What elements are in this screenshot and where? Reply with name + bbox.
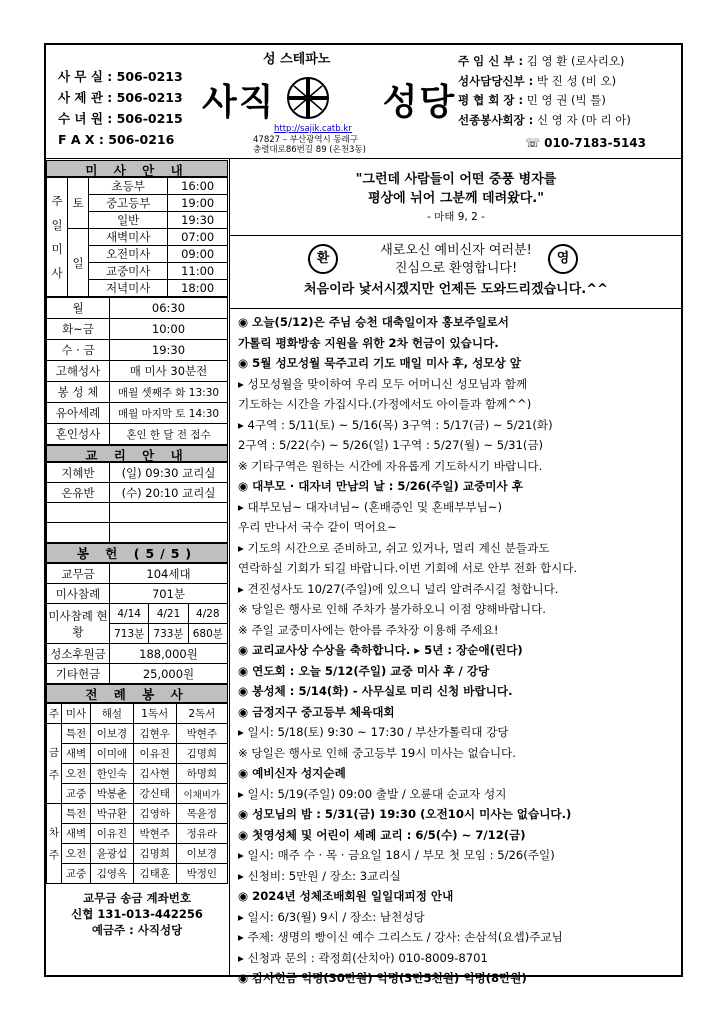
- notice-line: ▸ 대부모님~ 대자녀님~ (혼배증인 및 혼배부부님~): [238, 499, 503, 514]
- offering-table: [46, 563, 228, 684]
- attend-count: 733분: [149, 624, 188, 644]
- edu-table: [46, 462, 228, 543]
- notice-line: 우리 만나서 국수 같이 먹어요~: [238, 520, 397, 534]
- notice-line: ◉ 봉성체 : 5/14(화) - 사무실로 미리 신청 바랍니다.: [238, 684, 513, 698]
- notice-line: ▸ 일시: 5/19(주일) 09:00 출발 / 오륜대 순교자 성지: [238, 786, 507, 801]
- notice-line: ◉ 감사헌금 익명(30만원) 익명(3만5천원) 익명(8만원): [238, 971, 527, 985]
- week-label: 혼인성사: [47, 424, 110, 445]
- mass-name: 초등부: [89, 178, 168, 195]
- week-value: 혼인 한 달 전 접수: [110, 424, 228, 445]
- notice-line: ▸ 일시: 5/18(토) 9:30 ~ 17:30 / 부산가톨릭대 강당: [238, 725, 509, 739]
- week-label: 수 · 금: [47, 340, 110, 361]
- offering-heading: 봉 헌 (5/5): [46, 543, 228, 563]
- contact-rectory: 사 제 관 : 506-0213: [58, 90, 183, 105]
- welcome-badge-left: 환: [308, 244, 338, 274]
- offering-value: 701분: [110, 584, 228, 604]
- parish-address: [253, 135, 366, 155]
- staff-row: [458, 52, 631, 72]
- notice-line: ※ 주일 교중미사에는 한아름 주차장 이용해 주세요!: [238, 622, 499, 637]
- notice-line: ※ 당일은 행사로 인해 중고등부 19시 미사는 없습니다.: [238, 745, 516, 760]
- notice-line: ▸ 일시: 6/3(월) 9시 / 장소: 남천성당: [238, 909, 425, 924]
- notice-line: ▸ 4구역 : 5/11(토) ~ 5/16(목) 3구역 : 5/17(금) ~ 5/21(화): [238, 417, 553, 432]
- offering-label: 미사참례: [47, 584, 110, 604]
- bank-line-1: 교무금 송금 계좌번호: [83, 891, 191, 905]
- title-right: 성당: [382, 82, 457, 123]
- attend-date: 4/21: [149, 604, 188, 624]
- right-column: [230, 162, 682, 989]
- offering-label: 교무금: [47, 564, 110, 584]
- sun-label: 일: [68, 229, 89, 297]
- notice-line: ◉ 첫영성체 및 어린이 세례 교리 : 6/5(수) ~ 7/12(금): [238, 827, 526, 842]
- attend-date: 4/28: [188, 604, 227, 624]
- offering-label: 기타헌금: [47, 664, 110, 684]
- title-left: 사직: [202, 82, 276, 123]
- week-label: 유아세례: [47, 403, 110, 424]
- notice-line: ▸ 기도의 시간으로 준비하고, 쉬고 있거나, 멀리 계신 분들과도: [238, 540, 550, 555]
- welcome-box: [230, 236, 682, 306]
- notice-line: ◉ 교리교사상 수상을 축하합니다. ▸ 5년 : 장순애(린다): [238, 643, 523, 657]
- week-value: 06:30: [110, 298, 228, 319]
- notice-line: ▸ 주제: 생명의 빵이신 예수 그리스도 / 강사: 손삼석(요셉)주교님: [238, 930, 563, 944]
- mass-name: 저녁미사: [89, 280, 168, 297]
- notice-line: 2구역 : 5/22(수) ~ 5/26(일) 1구역 : 5/27(월) ~ 5/31(금): [238, 438, 544, 452]
- notice-line: ◉ 예비신자 성지순례: [238, 766, 346, 780]
- week-value: 10:00: [110, 319, 228, 340]
- week-b-label: 차주: [47, 804, 62, 884]
- notice-line: ◉ 대부모 · 대자녀 만남의 날 : 5/26(주일) 교중미사 후: [238, 479, 523, 493]
- mass-time: 07:00: [168, 229, 228, 246]
- notice-line: 기도하는 시간을 가집시다.(가정에서도 아이들과 함께^^): [238, 397, 532, 411]
- week-a-label: 금주: [47, 724, 62, 804]
- mass-time: 16:00: [168, 178, 228, 195]
- staff-row: [458, 111, 631, 131]
- staff-label: 평 협 회 장 :: [458, 93, 524, 107]
- attend-count: 713분: [110, 624, 149, 644]
- week-value: 매 미사 30분전: [110, 361, 228, 382]
- notice-line: ◉ 연도회 : 오늘 5/12(주일) 교중 미사 후 / 강당: [238, 663, 490, 678]
- staff-row: [458, 72, 631, 92]
- mass-time: 11:00: [168, 263, 228, 280]
- notice-line: ▸ 신청비: 5만원 / 장소: 3교리실: [238, 868, 401, 883]
- staff-list: [458, 52, 631, 130]
- cross-emblem-icon: [282, 76, 334, 120]
- staff-value: 박 진 성 (비 오): [536, 73, 617, 88]
- service-heading: 전 례 봉 사: [46, 684, 228, 703]
- mass-name: 중고등부: [89, 195, 168, 212]
- week-value: 매월 셋째주 화 13:30: [110, 382, 228, 403]
- edu-class: 지혜반: [47, 463, 110, 483]
- mass-time: 19:30: [168, 212, 228, 229]
- notice-line: ◉ 오늘(5/12)은 주님 승천 대축일이자 홍보주일로서: [238, 315, 509, 329]
- mass-name: 일반: [89, 212, 168, 229]
- notice-line: ◉ 5월 성모성월 묵주고리 기도 매일 미사 후, 성모상 앞: [238, 356, 521, 370]
- mass-time: 19:00: [168, 195, 228, 212]
- bank-line-3: 예금주 : 사직성당: [91, 923, 183, 937]
- offering-label: 성소후원금: [47, 644, 110, 664]
- contact-convent: 수 녀 원 : 506-0215: [58, 111, 183, 126]
- staff-value: 민 영 권 (빅 틀): [526, 93, 606, 107]
- contact-fax: F A X : 506-0216: [58, 132, 175, 147]
- notice-line: ※ 기타구역은 원하는 시간에 자유롭게 기도하시기 바랍니다.: [238, 458, 543, 473]
- edu-class: 온유반: [47, 483, 110, 503]
- mass-name: 교중미사: [89, 263, 168, 280]
- notice-line: ▸ 성모성월을 맞이하여 우리 모두 어머니신 성모님과 함께: [238, 376, 528, 391]
- scripture-quote: [230, 162, 682, 227]
- offering-value: 25,000원: [110, 664, 228, 684]
- edu-time: (수) 20:10 교리실: [110, 483, 228, 503]
- sat-label: 토: [68, 178, 89, 229]
- offering-value: 188,000원: [110, 644, 228, 664]
- welcome-line-1: 새로오신 예비신자 여러분!: [380, 243, 532, 258]
- phone-number: ☏ 010-7183-5143: [525, 136, 646, 150]
- mass-time: 09:00: [168, 246, 228, 263]
- welcome-line-3: 처음이라 낯서시겠지만 언제든 도와드리겠습니다.^^: [303, 282, 609, 297]
- welcome-line-2: 진심으로 환영합니다!: [394, 261, 518, 276]
- staff-value: 김 영 환 (로사리오): [526, 54, 625, 68]
- mass-name: 새벽미사: [89, 229, 168, 246]
- staff-label: 성사담당신부 :: [458, 73, 534, 88]
- notice-line: ◉ 2024년 성체조배회원 일일대피정 안내: [238, 889, 454, 903]
- weekday-table: [46, 297, 228, 445]
- edu-time: (일) 09:30 교리실: [110, 463, 228, 483]
- offering-value: 104세대: [110, 564, 228, 584]
- notice-list: [230, 309, 682, 989]
- sunday-mass-label: 주일미사: [47, 178, 68, 297]
- quote-line-2: 평상에 뉘어 그분께 데려왔다.": [368, 191, 544, 206]
- notice-line: ▸ 신청과 문의 : 곽정희(산치아) 010-8009-8701: [238, 950, 488, 965]
- contact-office: 사 무 실 : 506-0213: [58, 69, 183, 84]
- week-value: 19:30: [110, 340, 228, 361]
- left-column: [46, 160, 228, 938]
- parish-subtitle: 성 스테파노: [263, 52, 331, 67]
- notice-line: 가톨릭 평화방송 지원을 위한 2차 헌금이 있습니다.: [238, 335, 499, 350]
- parish-url-link[interactable]: http://sajik.catb.kr: [274, 124, 352, 134]
- staff-label: 주 임 신 부 :: [458, 54, 524, 68]
- notice-line: ▸ 견진성사도 10/27(주일)에 있으니 널리 알려주시길 청합니다.: [238, 581, 559, 596]
- contact-list: [58, 66, 183, 150]
- week-label: 봉 성 체: [47, 382, 110, 403]
- mass-heading: 미 사 안 내: [46, 160, 228, 177]
- address-line-1: 47827 – 부산광역시 동래구: [253, 135, 359, 145]
- notice-line: ※ 당일은 행사로 인해 주차가 불가하오니 이점 양해바랍니다.: [238, 602, 546, 616]
- quote-line-1: "그런데 사람들이 어떤 중풍 병자를: [355, 172, 557, 187]
- bank-line-2: 신협 131-013-442256: [71, 907, 203, 921]
- week-label: 화~금: [47, 319, 110, 340]
- staff-row: [458, 91, 631, 111]
- notice-line: ▸ 일시: 매주 수 · 목 · 금요일 18시 / 부모 첫 모임 : 5/26(주일): [238, 848, 555, 862]
- attend-date: 4/14: [110, 604, 149, 624]
- service-table: 주 미사 해설 1독서 2독서 금주 특전 이보경 김현우 박현주 새벽 이미애 이유진 김명희 오전 한인숙 김사현 하명희 교중 박봉춘 강신태 이채비가 차주 특전 박규환 김영하 목윤정 새벽 이유진 박현주 정유라 오전 윤광섭 김명희 이보경 교중 김영옥 김태훈 박정인: [46, 703, 228, 884]
- attend-label: 미사참례 현황: [47, 604, 110, 644]
- quote-ref: - 마태 9, 2 -: [427, 211, 485, 223]
- address-line-2: 충렬대로86번길 89 (온천3동): [253, 145, 366, 155]
- notice-line: 연락하실 기회가 되길 바랍니다.이번 기회에 서로 안부 전화 합시다.: [238, 561, 578, 575]
- mass-table: [46, 177, 228, 297]
- notice-line: ◉ 성모님의 밤 : 5/31(금) 19:30 (오전10시 미사는 없습니다.): [238, 807, 572, 821]
- bank-info: [46, 884, 228, 938]
- staff-value: 신 영 자 (마 리 아): [536, 112, 631, 127]
- staff-label: 선종봉사회장 :: [458, 112, 534, 127]
- edu-heading: 교 리 안 내: [46, 445, 228, 462]
- welcome-badge-right: 영: [548, 244, 578, 274]
- week-value: 매월 마지막 토 14:30: [110, 403, 228, 424]
- week-label: 고해성사: [47, 361, 110, 382]
- mass-time: 18:00: [168, 280, 228, 297]
- mass-name: 오전미사: [89, 246, 168, 263]
- header-divider: [46, 158, 683, 159]
- week-label: 월: [47, 298, 110, 319]
- notice-line: ◉ 금정지구 중고등부 체육대회: [238, 704, 395, 719]
- attend-count: 680분: [188, 624, 227, 644]
